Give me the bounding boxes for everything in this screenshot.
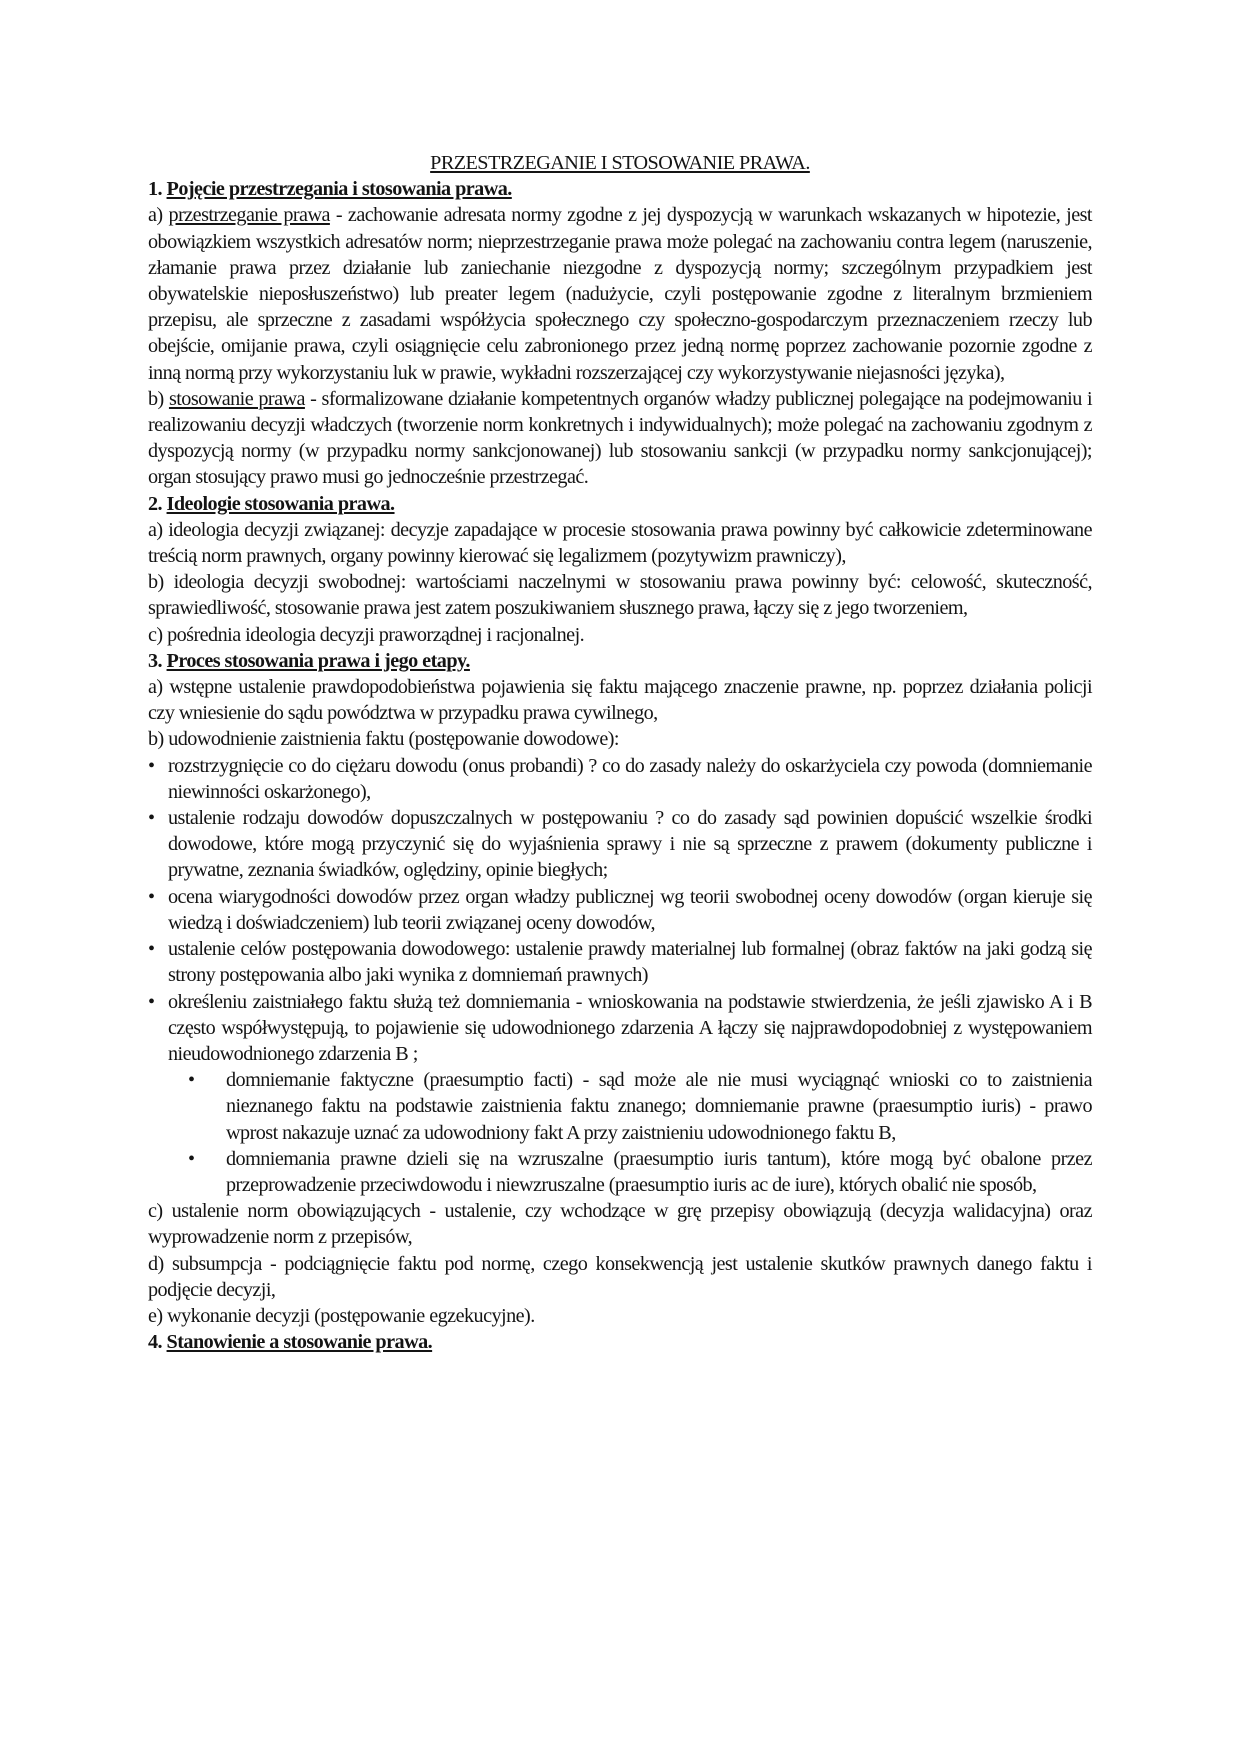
section-title: Pojęcie przestrzegania i stosowania prawa. — [166, 178, 512, 201]
bullet-icon: • — [148, 754, 155, 777]
bullet-icon: • — [188, 1069, 195, 1092]
section-heading — [148, 648, 1092, 674]
list-item — [148, 936, 1092, 988]
defined-term: stosowanie prawa — [168, 387, 305, 410]
bullet-icon: • — [148, 938, 155, 961]
list-item — [148, 805, 1092, 884]
list-item — [148, 989, 1092, 1068]
paragraph: e) wykonanie decyzji (postępowanie egzekucyjne). — [148, 1304, 535, 1327]
list-item-text: określeniu zaistniałego faktu służą też domniemania - wnioskowania na podstawie stwierdzenia, że jeśli zjawisko A i B często współwystępują, to pojawienie się udowodnionego zdarzenia A łączy się najprawdopodobniej z występowaniem nieudowodnionego zdarzenia B ; — [168, 990, 1092, 1065]
bullet-icon: • — [148, 885, 155, 908]
list-item — [188, 1146, 1092, 1198]
bullet-icon: • — [188, 1147, 195, 1170]
paragraph-text: - zachowanie adresata normy zgodne z jej dyspozycją w warunkach wskazanych w hipotezie, jest obowiązkiem wszystkich adresatów norm; nieprzestrzeganie prawa może polegać na zachowaniu contra legem (naruszenie, złamanie prawa przez działanie lub zaniechanie niezgodne z dyspozycją normy; szczególnym przypadkiem jest obywatelskie nieposłuszeństwo) lub preater legem (nadużycie, czyli postępowanie zgodne z literalnym brzmieniem przepisu, ale sprzeczne z zasadami współżycia społecznego czy społeczno-gospodarczym przeznaczeniem rzeczy lub obejście, omijanie prawa, czyli osiągnięcie celu zabronionego przez jedną normę poprzez zachowanie pozornie zgodne z inną normą przy wykorzystaniu luk w prawie, wykładni rozszerzającej czy wykorzystywanie niejasności języka), — [148, 204, 1092, 384]
paragraph — [148, 386, 1092, 491]
paragraph-text: - sformalizowane działanie kompetentnych organów władzy publicznej polegające na podejmowaniu i realizowaniu decyzji władczych (tworzenie norm konkretnych i indywidualnych); może polegać na zachowaniu zgodnym z dyspozycją normy (w przypadku normy sankcjonowanej) lub stosowaniu sankcji (w przypadku normy sankcjonującej); organ stosujący prawo musi go jednocześnie przestrzegać. — [148, 387, 1093, 489]
paragraph: d) subsumpcja - podciągnięcie faktu pod normę, czego konsekwencją jest ustalenie skutków prawnych danego faktu i podjęcie decyzji, — [148, 1252, 1092, 1301]
item-prefix: b) — [148, 387, 164, 410]
section-4 — [148, 1329, 1092, 1355]
section-number: 4. — [148, 1331, 163, 1354]
nested-bullet-list — [188, 1067, 1092, 1198]
document-title: PRZESTRZEGANIE I STOSOWANIE PRAWA. — [430, 152, 810, 174]
document-page — [148, 150, 1092, 1355]
item-prefix: a) — [148, 204, 163, 227]
bullet-icon: • — [148, 990, 155, 1013]
section-title: Stanowienie a stosowanie prawa. — [166, 1331, 433, 1354]
section-heading — [148, 1329, 1092, 1355]
defined-term: przestrzeganie prawa — [168, 204, 330, 227]
paragraph: a) ideologia decyzji związanej: decyzje zapadające w procesie stosowania prawa powinny być całkowicie zdeterminowane treścią norm prawnych, organy powinny kierować się legalizmem (pozytywizm prawniczy), — [148, 518, 1092, 568]
section-number: 1. — [148, 178, 163, 201]
list-item-text: domniemanie faktyczne (praesumptio facti) - sąd może ale nie musi wyciągnąć wnioski co to zaistnienia nieznanego faktu na podstawie zaistnienia faktu znanego; domniemanie prawne (praesumptio iuris) - prawo wprost nakazuje uznać za udowodniony fakt A przy zaistnieniu udowodnionego faktu B, — [226, 1069, 1092, 1144]
section-3 — [148, 648, 1092, 1329]
paragraph: b) ideologia decyzji swobodnej: wartościami naczelnymi w stosowaniu prawa powinny być: celowość, skuteczność, sprawiedliwość, stosowanie prawa jest zatem poszukiwaniem słusznego prawa, łączy się z jego tworzeniem, — [148, 571, 1092, 620]
paragraph: b) udowodnienie zaistnienia faktu (postępowanie dowodowe): — [148, 728, 619, 751]
paragraph: a) wstępne ustalenie prawdopodobieństwa pojawienia się faktu mającego znaczenie prawne, np. poprzez działania policji czy wniesienie do sądu powództwa w przypadku prawa cywilnego, — [148, 676, 1092, 725]
section-heading — [148, 491, 1092, 517]
list-item — [188, 1067, 1092, 1146]
section-1 — [148, 176, 1092, 490]
section-2 — [148, 491, 1092, 648]
paragraph: c) pośrednia ideologia decyzji praworządnej i racjonalnej. — [148, 623, 585, 646]
list-item-text: rozstrzygnięcie co do ciężaru dowodu (onus probandi) ? co do zasady należy do oskarżyciela czy powoda (domniemanie niewinności oskarżonego), — [168, 754, 1092, 803]
paragraph — [148, 202, 1092, 385]
section-heading — [148, 176, 1092, 202]
list-item-text: ustalenie rodzaju dowodów dopuszczalnych w postępowaniu ? co do zasady sąd powinien dopuścić wszelkie środki dowodowe, które mogą przyczynić się do wyjaśnienia sprawy i nie są sprzeczne z prawem (dokumenty publiczne i prywatne, zeznania świadków, oględziny, opinie biegłych; — [168, 807, 1092, 882]
list-item — [148, 753, 1092, 805]
section-title: Proces stosowania prawa i jego etapy. — [166, 649, 470, 672]
list-item — [148, 884, 1092, 936]
section-number: 3. — [148, 649, 163, 672]
list-item-text: ustalenie celów postępowania dowodowego: ustalenie prawdy materialnej lub formalnej (obraz faktów na jaki godzą się strony postępowania albo jaki wynika z domniemań prawnych) — [168, 938, 1092, 987]
list-item-text: ocena wiarygodności dowodów przez organ władzy publicznej wg teorii swobodnej oceny dowodów (organ kieruje się wiedzą i doświadczeniem) lub teorii związanej oceny dowodów, — [168, 885, 1092, 934]
paragraph: c) ustalenie norm obowiązujących - ustalenie, czy wchodzące w grę przepisy obowiązują (decyzja walidacyjna) oraz wyprowadzenie norm z przepisów, — [148, 1200, 1092, 1249]
section-number: 2. — [148, 492, 163, 515]
bullet-icon: • — [148, 807, 155, 830]
section-title: Ideologie stosowania prawa. — [166, 492, 395, 515]
bullet-list — [148, 753, 1092, 1067]
list-item-text: domniemania prawne dzieli się na wzruszalne (praesumptio iuris tantum), które mogą być obalone przez przeprowadzenie przeciwdowodu i niewzruszalne (praesumptio iuris ac de iure), których obalić nie sposób, — [226, 1147, 1092, 1196]
